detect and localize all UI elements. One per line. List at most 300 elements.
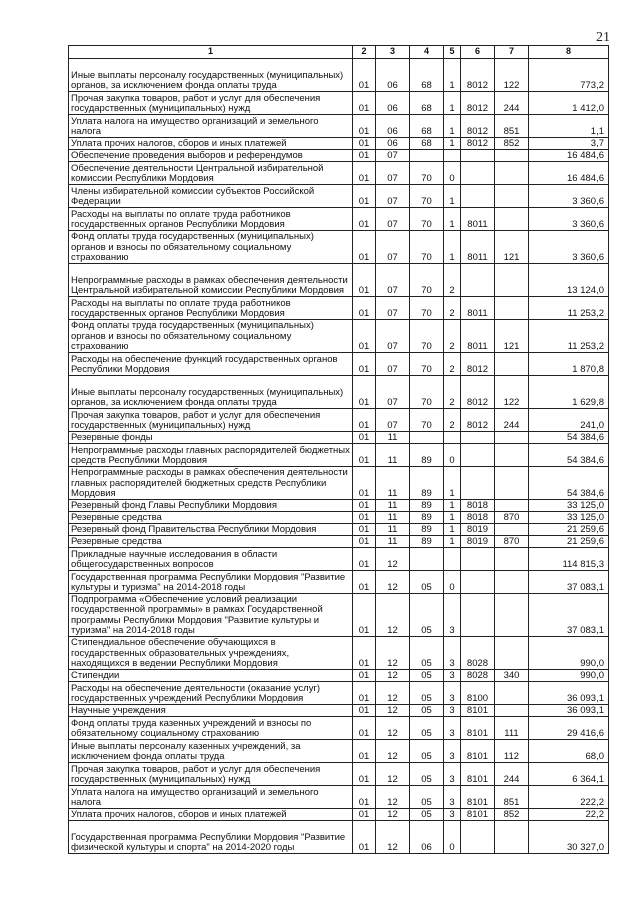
section-code-cell: 01 bbox=[353, 571, 376, 594]
subsection-code-cell: 12 bbox=[376, 821, 410, 854]
expense-type-cell bbox=[495, 705, 529, 717]
subprogram-code-cell: 2 bbox=[444, 376, 461, 409]
amount-cell: 21 259,6 bbox=[529, 536, 609, 548]
section-code-cell: 01 bbox=[353, 670, 376, 682]
subprogram-code-cell: 3 bbox=[444, 763, 461, 786]
subsection-code-cell: 12 bbox=[376, 682, 410, 705]
subprogram-code-cell: 3 bbox=[444, 740, 461, 763]
subsection-code-cell: 12 bbox=[376, 571, 410, 594]
row-name-cell: Члены избирательной комиссии субъектов Российской Федерации bbox=[69, 185, 353, 208]
row-name-cell: Расходы на выплаты по оплате труда работников государственных органов Республики Мордовия bbox=[69, 297, 353, 320]
program-code-cell: 70 bbox=[410, 376, 444, 409]
amount-cell: 16 484,6 bbox=[529, 150, 609, 162]
amount-cell: 3,7 bbox=[529, 138, 609, 150]
subsection-code-cell: 07 bbox=[376, 208, 410, 231]
subprogram-code-cell bbox=[444, 150, 461, 162]
row-name-cell: Прочая закупка товаров, работ и услуг для обеспечения государственных (муниципальных) нужд bbox=[69, 92, 353, 115]
subprogram-code-cell: 1 bbox=[444, 92, 461, 115]
section-code-cell: 01 bbox=[353, 92, 376, 115]
row-name-cell: Иные выплаты персоналу казенных учреждений, за исключением фонда оплаты труда bbox=[69, 740, 353, 763]
row-name-cell: Резервные фонды bbox=[69, 432, 353, 444]
subprogram-code-cell: 1 bbox=[444, 138, 461, 150]
amount-cell: 21 259,6 bbox=[529, 524, 609, 536]
expense-type-cell: 244 bbox=[495, 92, 529, 115]
program-code-cell bbox=[410, 548, 444, 571]
table-row bbox=[69, 571, 609, 594]
table-row bbox=[69, 444, 609, 467]
amount-cell: 11 253,2 bbox=[529, 320, 609, 353]
direction-code-cell: 8011 bbox=[461, 297, 495, 320]
direction-code-cell: 8101 bbox=[461, 740, 495, 763]
direction-code-cell bbox=[461, 264, 495, 297]
expense-type-cell: 852 bbox=[495, 138, 529, 150]
amount-cell: 6 364,1 bbox=[529, 763, 609, 786]
direction-code-cell bbox=[461, 467, 495, 500]
table-row bbox=[69, 353, 609, 376]
program-code-cell: 89 bbox=[410, 467, 444, 500]
direction-code-cell bbox=[461, 444, 495, 467]
direction-code-cell: 8101 bbox=[461, 786, 495, 809]
row-name-cell: Фонд оплаты труда казенных учреждений и взносы по обязательному социальному страхованию bbox=[69, 717, 353, 740]
subsection-code-cell: 07 bbox=[376, 320, 410, 353]
table-row bbox=[69, 467, 609, 500]
program-code-cell: 70 bbox=[410, 409, 444, 432]
table-row bbox=[69, 786, 609, 809]
amount-cell: 1 412,0 bbox=[529, 92, 609, 115]
table-row bbox=[69, 432, 609, 444]
program-code-cell: 89 bbox=[410, 500, 444, 512]
expense-type-cell: 244 bbox=[495, 763, 529, 786]
expense-type-cell bbox=[495, 264, 529, 297]
row-name-cell: Непрограммные расходы в рамках обеспечения деятельности Центральной избирательной комиссии Республики Мордовия bbox=[69, 264, 353, 297]
table-row bbox=[69, 594, 609, 637]
subprogram-code-cell: 1 bbox=[444, 115, 461, 138]
table-row bbox=[69, 297, 609, 320]
table-row bbox=[69, 376, 609, 409]
section-code-cell: 01 bbox=[353, 717, 376, 740]
row-name-cell: Непрограммные расходы главных распорядителей бюджетных средств Республики Мордовия bbox=[69, 444, 353, 467]
program-code-cell: 68 bbox=[410, 138, 444, 150]
row-name-cell: Стипендии bbox=[69, 670, 353, 682]
direction-code-cell: 8011 bbox=[461, 231, 495, 264]
program-code-cell: 05 bbox=[410, 705, 444, 717]
subsection-code-cell: 11 bbox=[376, 536, 410, 548]
subprogram-code-cell: 1 bbox=[444, 524, 461, 536]
section-code-cell: 01 bbox=[353, 138, 376, 150]
subprogram-code-cell: 3 bbox=[444, 682, 461, 705]
amount-cell: 54 384,6 bbox=[529, 444, 609, 467]
row-name-cell: Государственная программа Республики Мордовия "Развитие физической культуры и спорта" на 2014-2020 годы bbox=[69, 821, 353, 854]
subprogram-code-cell: 0 bbox=[444, 444, 461, 467]
row-name-cell: Расходы на обеспечение деятельности (оказание услуг) государственных учреждений Республики Мордовия bbox=[69, 682, 353, 705]
direction-code-cell: 8012 bbox=[461, 138, 495, 150]
direction-code-cell: 8101 bbox=[461, 705, 495, 717]
table-row bbox=[69, 208, 609, 231]
section-code-cell: 01 bbox=[353, 763, 376, 786]
expense-type-cell bbox=[495, 821, 529, 854]
section-code-cell: 01 bbox=[353, 821, 376, 854]
subprogram-code-cell: 1 bbox=[444, 231, 461, 264]
table-row bbox=[69, 763, 609, 786]
direction-code-cell: 8028 bbox=[461, 637, 495, 670]
amount-cell: 3 360,6 bbox=[529, 208, 609, 231]
table-row bbox=[69, 150, 609, 162]
subsection-code-cell: 07 bbox=[376, 297, 410, 320]
expense-type-cell: 121 bbox=[495, 231, 529, 264]
section-code-cell: 01 bbox=[353, 536, 376, 548]
row-name-cell: Фонд оплаты труда государственных (муниципальных) органов и взносы по обязательному социальному страхованию bbox=[69, 320, 353, 353]
row-name-cell: Обеспечение деятельности Центральной избирательной комиссии Республики Мордовия bbox=[69, 162, 353, 185]
table-row bbox=[69, 682, 609, 705]
program-code-cell bbox=[410, 150, 444, 162]
subsection-code-cell: 11 bbox=[376, 500, 410, 512]
subsection-code-cell: 07 bbox=[376, 162, 410, 185]
section-code-cell: 01 bbox=[353, 376, 376, 409]
subprogram-code-cell: 2 bbox=[444, 297, 461, 320]
direction-code-cell: 8101 bbox=[461, 763, 495, 786]
table-row bbox=[69, 138, 609, 150]
subsection-code-cell: 07 bbox=[376, 231, 410, 264]
amount-cell: 222,2 bbox=[529, 786, 609, 809]
section-code-cell: 01 bbox=[353, 467, 376, 500]
program-code-cell: 70 bbox=[410, 208, 444, 231]
subprogram-code-cell: 3 bbox=[444, 717, 461, 740]
row-name-cell: Иные выплаты персоналу государственных (муниципальных) органов, за исключением фонда оплаты труда bbox=[69, 59, 353, 92]
section-code-cell: 01 bbox=[353, 432, 376, 444]
subsection-code-cell: 11 bbox=[376, 467, 410, 500]
subsection-code-cell: 07 bbox=[376, 353, 410, 376]
direction-code-cell: 8028 bbox=[461, 670, 495, 682]
row-name-cell: Обеспечение проведения выборов и референдумов bbox=[69, 150, 353, 162]
row-name-cell: Резервные средства bbox=[69, 536, 353, 548]
program-code-cell: 70 bbox=[410, 297, 444, 320]
subprogram-code-cell: 1 bbox=[444, 467, 461, 500]
expense-type-cell: 852 bbox=[495, 809, 529, 821]
column-header-8: 8 bbox=[529, 46, 609, 59]
column-header-7: 7 bbox=[495, 46, 529, 59]
expense-type-cell: 122 bbox=[495, 376, 529, 409]
subsection-code-cell: 12 bbox=[376, 548, 410, 571]
expense-type-cell: 122 bbox=[495, 59, 529, 92]
section-code-cell: 01 bbox=[353, 500, 376, 512]
section-code-cell: 01 bbox=[353, 512, 376, 524]
subsection-code-cell: 11 bbox=[376, 444, 410, 467]
subprogram-code-cell: 1 bbox=[444, 500, 461, 512]
section-code-cell: 01 bbox=[353, 809, 376, 821]
subprogram-code-cell: 3 bbox=[444, 705, 461, 717]
expense-type-cell bbox=[495, 444, 529, 467]
direction-code-cell: 8018 bbox=[461, 500, 495, 512]
direction-code-cell: 8012 bbox=[461, 353, 495, 376]
amount-cell: 37 083,1 bbox=[529, 594, 609, 637]
row-name-cell: Подпрограмма «Обеспечение условий реализации государственной программы» в рамках Государственной программы Республики Мордовия "Развитие культуры и туризма" на 2014-2018 годы bbox=[69, 594, 353, 637]
expense-type-cell: 851 bbox=[495, 786, 529, 809]
program-code-cell: 70 bbox=[410, 353, 444, 376]
row-name-cell: Расходы на обеспечение функций государственных органов Республики Мордовия bbox=[69, 353, 353, 376]
program-code-cell: 70 bbox=[410, 231, 444, 264]
amount-cell: 29 416,6 bbox=[529, 717, 609, 740]
table-row bbox=[69, 536, 609, 548]
section-code-cell: 01 bbox=[353, 786, 376, 809]
program-code-cell: 05 bbox=[410, 740, 444, 763]
expense-type-cell: 340 bbox=[495, 670, 529, 682]
program-code-cell: 70 bbox=[410, 185, 444, 208]
row-name-cell: Резервный фонд Правительства Республики Мордовия bbox=[69, 524, 353, 536]
program-code-cell: 68 bbox=[410, 115, 444, 138]
subsection-code-cell: 12 bbox=[376, 763, 410, 786]
table-row bbox=[69, 548, 609, 571]
subsection-code-cell: 11 bbox=[376, 512, 410, 524]
table-row bbox=[69, 320, 609, 353]
program-code-cell: 06 bbox=[410, 821, 444, 854]
direction-code-cell bbox=[461, 185, 495, 208]
direction-code-cell: 8012 bbox=[461, 115, 495, 138]
direction-code-cell bbox=[461, 821, 495, 854]
table-header bbox=[69, 46, 609, 59]
section-code-cell: 01 bbox=[353, 409, 376, 432]
subprogram-code-cell: 1 bbox=[444, 59, 461, 92]
table-row bbox=[69, 264, 609, 297]
table-row bbox=[69, 500, 609, 512]
table-row bbox=[69, 115, 609, 138]
subprogram-code-cell: 3 bbox=[444, 670, 461, 682]
table-row bbox=[69, 809, 609, 821]
subsection-code-cell: 12 bbox=[376, 786, 410, 809]
direction-code-cell: 8012 bbox=[461, 409, 495, 432]
direction-code-cell: 8011 bbox=[461, 320, 495, 353]
budget-table bbox=[68, 45, 609, 854]
table-body bbox=[69, 59, 609, 854]
direction-code-cell bbox=[461, 432, 495, 444]
amount-cell: 13 124,0 bbox=[529, 264, 609, 297]
direction-code-cell: 8100 bbox=[461, 682, 495, 705]
expense-type-cell bbox=[495, 150, 529, 162]
direction-code-cell: 8012 bbox=[461, 59, 495, 92]
subsection-code-cell: 07 bbox=[376, 264, 410, 297]
direction-code-cell: 8019 bbox=[461, 536, 495, 548]
subsection-code-cell: 06 bbox=[376, 59, 410, 92]
subprogram-code-cell: 2 bbox=[444, 409, 461, 432]
table-row bbox=[69, 59, 609, 92]
expense-type-cell: 851 bbox=[495, 115, 529, 138]
column-header-2: 2 bbox=[353, 46, 376, 59]
program-code-cell: 70 bbox=[410, 162, 444, 185]
program-code-cell: 89 bbox=[410, 536, 444, 548]
subsection-code-cell: 07 bbox=[376, 376, 410, 409]
table-row bbox=[69, 717, 609, 740]
page-number: 21 bbox=[596, 30, 610, 45]
expense-type-cell: 870 bbox=[495, 536, 529, 548]
amount-cell: 33 125,0 bbox=[529, 512, 609, 524]
row-name-cell: Научные учреждения bbox=[69, 705, 353, 717]
section-code-cell: 01 bbox=[353, 524, 376, 536]
row-name-cell: Уплата прочих налогов, сборов и иных платежей bbox=[69, 809, 353, 821]
program-code-cell: 05 bbox=[410, 786, 444, 809]
table-row bbox=[69, 524, 609, 536]
expense-type-cell: 244 bbox=[495, 409, 529, 432]
program-code-cell: 70 bbox=[410, 264, 444, 297]
table-row bbox=[69, 185, 609, 208]
direction-code-cell: 8018 bbox=[461, 512, 495, 524]
amount-cell: 990,0 bbox=[529, 637, 609, 670]
expense-type-cell bbox=[495, 500, 529, 512]
direction-code-cell: 8012 bbox=[461, 376, 495, 409]
expense-type-cell bbox=[495, 297, 529, 320]
subsection-code-cell: 12 bbox=[376, 809, 410, 821]
column-header-5: 5 bbox=[444, 46, 461, 59]
direction-code-cell bbox=[461, 571, 495, 594]
program-code-cell: 05 bbox=[410, 763, 444, 786]
subsection-code-cell: 12 bbox=[376, 705, 410, 717]
amount-cell: 1,1 bbox=[529, 115, 609, 138]
row-name-cell: Непрограммные расходы в рамках обеспечения деятельности главных распорядителей бюджетных средств Республики Мордовия bbox=[69, 467, 353, 500]
program-code-cell: 05 bbox=[410, 809, 444, 821]
direction-code-cell bbox=[461, 162, 495, 185]
expense-type-cell: 111 bbox=[495, 717, 529, 740]
subsection-code-cell: 11 bbox=[376, 524, 410, 536]
section-code-cell: 01 bbox=[353, 682, 376, 705]
subsection-code-cell: 12 bbox=[376, 637, 410, 670]
subprogram-code-cell: 1 bbox=[444, 185, 461, 208]
section-code-cell: 01 bbox=[353, 115, 376, 138]
expense-type-cell bbox=[495, 524, 529, 536]
subprogram-code-cell: 1 bbox=[444, 536, 461, 548]
direction-code-cell: 8019 bbox=[461, 524, 495, 536]
expense-type-cell bbox=[495, 208, 529, 231]
row-name-cell: Уплата налога на имущество организаций и земельного налога bbox=[69, 115, 353, 138]
amount-cell: 36 093,1 bbox=[529, 705, 609, 717]
column-header-4: 4 bbox=[410, 46, 444, 59]
program-code-cell: 05 bbox=[410, 571, 444, 594]
row-name-cell: Резервный фонд Главы Республики Мордовия bbox=[69, 500, 353, 512]
program-code-cell: 05 bbox=[410, 594, 444, 637]
section-code-cell: 01 bbox=[353, 264, 376, 297]
table-row bbox=[69, 162, 609, 185]
amount-cell: 36 093,1 bbox=[529, 682, 609, 705]
subsection-code-cell: 06 bbox=[376, 115, 410, 138]
direction-code-cell: 8011 bbox=[461, 208, 495, 231]
table-row bbox=[69, 821, 609, 854]
expense-type-cell bbox=[495, 185, 529, 208]
amount-cell: 54 384,6 bbox=[529, 467, 609, 500]
amount-cell: 1 870,8 bbox=[529, 353, 609, 376]
direction-code-cell bbox=[461, 594, 495, 637]
direction-code-cell bbox=[461, 150, 495, 162]
amount-cell: 3 360,6 bbox=[529, 231, 609, 264]
table-row bbox=[69, 740, 609, 763]
subsection-code-cell: 12 bbox=[376, 740, 410, 763]
row-name-cell: Уплата налога на имущество организаций и земельного налога bbox=[69, 786, 353, 809]
subprogram-code-cell: 2 bbox=[444, 353, 461, 376]
section-code-cell: 01 bbox=[353, 150, 376, 162]
row-name-cell: Расходы на выплаты по оплате труда работников государственных органов Республики Мордовия bbox=[69, 208, 353, 231]
subsection-code-cell: 06 bbox=[376, 92, 410, 115]
program-code-cell: 05 bbox=[410, 670, 444, 682]
subprogram-code-cell: 1 bbox=[444, 208, 461, 231]
amount-cell: 16 484,6 bbox=[529, 162, 609, 185]
subprogram-code-cell: 3 bbox=[444, 594, 461, 637]
section-code-cell: 01 bbox=[353, 594, 376, 637]
row-name-cell: Резервные средства bbox=[69, 512, 353, 524]
section-code-cell: 01 bbox=[353, 444, 376, 467]
section-code-cell: 01 bbox=[353, 231, 376, 264]
section-code-cell: 01 bbox=[353, 185, 376, 208]
expense-type-cell: 112 bbox=[495, 740, 529, 763]
program-code-cell: 68 bbox=[410, 59, 444, 92]
amount-cell: 990,0 bbox=[529, 670, 609, 682]
amount-cell: 241,0 bbox=[529, 409, 609, 432]
table-row bbox=[69, 705, 609, 717]
subsection-code-cell: 12 bbox=[376, 670, 410, 682]
subprogram-code-cell: 1 bbox=[444, 512, 461, 524]
program-code-cell: 05 bbox=[410, 682, 444, 705]
expense-type-cell bbox=[495, 594, 529, 637]
program-code-cell: 05 bbox=[410, 717, 444, 740]
expense-type-cell: 121 bbox=[495, 320, 529, 353]
subprogram-code-cell: 3 bbox=[444, 637, 461, 670]
section-code-cell: 01 bbox=[353, 548, 376, 571]
section-code-cell: 01 bbox=[353, 162, 376, 185]
row-name-cell: Уплата прочих налогов, сборов и иных платежей bbox=[69, 138, 353, 150]
subsection-code-cell: 12 bbox=[376, 594, 410, 637]
amount-cell: 773,2 bbox=[529, 59, 609, 92]
expense-type-cell: 870 bbox=[495, 512, 529, 524]
subsection-code-cell: 07 bbox=[376, 185, 410, 208]
section-code-cell: 01 bbox=[353, 637, 376, 670]
expense-type-cell bbox=[495, 548, 529, 571]
amount-cell: 1 629,8 bbox=[529, 376, 609, 409]
program-code-cell: 05 bbox=[410, 637, 444, 670]
expense-type-cell bbox=[495, 682, 529, 705]
program-code-cell bbox=[410, 432, 444, 444]
amount-cell: 114 815,3 bbox=[529, 548, 609, 571]
header-row bbox=[69, 46, 609, 59]
amount-cell: 33 125,0 bbox=[529, 500, 609, 512]
amount-cell: 22,2 bbox=[529, 809, 609, 821]
table-row bbox=[69, 512, 609, 524]
subprogram-code-cell: 3 bbox=[444, 786, 461, 809]
table-row bbox=[69, 409, 609, 432]
program-code-cell: 89 bbox=[410, 444, 444, 467]
subsection-code-cell: 07 bbox=[376, 409, 410, 432]
section-code-cell: 01 bbox=[353, 320, 376, 353]
row-name-cell: Прочая закупка товаров, работ и услуг для обеспечения государственных (муниципальных) нужд bbox=[69, 409, 353, 432]
section-code-cell: 01 bbox=[353, 705, 376, 717]
amount-cell: 37 083,1 bbox=[529, 571, 609, 594]
row-name-cell: Иные выплаты персоналу государственных (муниципальных) органов, за исключением фонда оплаты труда bbox=[69, 376, 353, 409]
row-name-cell: Фонд оплаты труда государственных (муниципальных) органов и взносы по обязательному социальному страхованию bbox=[69, 231, 353, 264]
column-header-3: 3 bbox=[376, 46, 410, 59]
amount-cell: 3 360,6 bbox=[529, 185, 609, 208]
program-code-cell: 89 bbox=[410, 524, 444, 536]
direction-code-cell: 8101 bbox=[461, 809, 495, 821]
table-row bbox=[69, 637, 609, 670]
subprogram-code-cell: 2 bbox=[444, 264, 461, 297]
expense-type-cell bbox=[495, 353, 529, 376]
subprogram-code-cell bbox=[444, 548, 461, 571]
direction-code-cell: 8101 bbox=[461, 717, 495, 740]
direction-code-cell bbox=[461, 548, 495, 571]
section-code-cell: 01 bbox=[353, 59, 376, 92]
table-row bbox=[69, 231, 609, 264]
row-name-cell: Государственная программа Республики Мордовия "Развитие культуры и туризма" на 2014-2018 годы bbox=[69, 571, 353, 594]
expense-type-cell bbox=[495, 637, 529, 670]
subsection-code-cell: 12 bbox=[376, 717, 410, 740]
section-code-cell: 01 bbox=[353, 353, 376, 376]
amount-cell: 11 253,2 bbox=[529, 297, 609, 320]
program-code-cell: 70 bbox=[410, 320, 444, 353]
expense-type-cell bbox=[495, 162, 529, 185]
